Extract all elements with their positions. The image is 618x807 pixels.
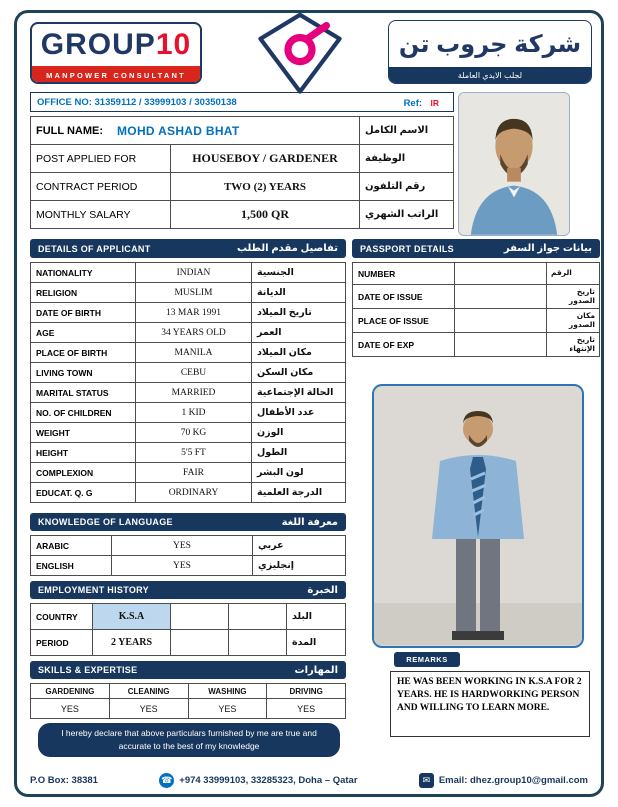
full-name-value: MOHD ASHAD BHAT <box>117 123 240 138</box>
detail-value: MUSLIM <box>136 283 251 302</box>
logo-word-ten: 10 <box>155 28 192 61</box>
email-icon: ✉ <box>419 773 434 788</box>
post-applied-arabic: الوظيفة <box>360 145 453 172</box>
monthly-salary-label: MONTHLY SALARY <box>31 201 170 228</box>
detail-value: MANILA <box>136 343 251 362</box>
passport-label: DATE OF EXP <box>353 333 454 356</box>
phone-numbers-text: +974 33999103, 33285323, Doha – Qatar <box>179 774 358 786</box>
passport-label: PLACE OF ISSUE <box>353 309 454 332</box>
detail-value: INDIAN <box>136 263 251 282</box>
ref-group <box>404 93 439 111</box>
skills-table <box>30 683 346 719</box>
phone-icon: ☎ <box>159 773 174 788</box>
passport-arabic: مكان الصدور <box>547 309 599 332</box>
employment-empty-cell <box>171 630 228 655</box>
detail-label: WEIGHT <box>31 423 135 442</box>
detail-arabic: تاريخ الميلاد <box>252 303 345 322</box>
detail-label: RELIGION <box>31 283 135 302</box>
detail-arabic: الديانة <box>252 283 345 302</box>
employment-country-label: COUNTRY <box>31 604 92 629</box>
employment-title: EMPLOYMENT HISTORY <box>38 585 149 595</box>
declaration-line-2: accurate to the best of my knowledge <box>118 741 260 751</box>
skill-value: YES <box>189 699 267 718</box>
details-table <box>30 262 346 503</box>
detail-label: NO. OF CHILDREN <box>31 403 135 422</box>
manpower-consultant-banner: MANPOWER CONSULTANT <box>32 66 200 84</box>
remarks-text-box: HE WAS BEEN WORKING IN K.S.A FOR 2 YEARS. HE IS HARDWORKING PERSON AND WILLING TO LEARN MORE. <box>390 671 590 737</box>
detail-value: ORDINARY <box>136 483 251 502</box>
remarks-header: REMARKS <box>394 652 460 667</box>
group10-logo-box <box>30 22 202 84</box>
company-tagline-arabic: لجلب الايدي العاملة <box>389 67 591 83</box>
details-section-header <box>30 239 346 258</box>
employment-country-value: K.S.A <box>93 604 170 629</box>
employment-country-arabic: البلد <box>287 604 345 629</box>
employment-table <box>30 603 346 656</box>
detail-label: AGE <box>31 323 135 342</box>
applicant-portrait-photo <box>458 92 570 236</box>
skill-value: YES <box>31 699 109 718</box>
detail-value: 70 KG <box>136 423 251 442</box>
company-name-box <box>388 20 592 84</box>
office-number-box <box>30 92 454 112</box>
applicant-full-body-photo <box>372 384 584 648</box>
detail-value: MARRIED <box>136 383 251 402</box>
monthly-salary-arabic: الراتب الشهري <box>360 201 453 228</box>
language-arabic: إنجليزي <box>253 556 345 575</box>
detail-label: LIVING TOWN <box>31 363 135 382</box>
contract-period-value: TWO (2) YEARS <box>171 173 359 200</box>
full-body-photo-placeholder <box>374 386 582 646</box>
details-title-arabic: تفاصيل مقدم الطلب <box>236 243 338 254</box>
detail-value: 5'5 FT <box>136 443 251 462</box>
phone-group <box>159 773 357 788</box>
full-name-cell <box>31 117 359 144</box>
language-arabic: عربي <box>253 536 345 555</box>
language-value: YES <box>112 536 252 555</box>
passport-label: NUMBER <box>353 263 454 284</box>
detail-arabic: الوزن <box>252 423 345 442</box>
monthly-salary-value: 1,500 QR <box>171 201 359 228</box>
logo-word-group: GROUP <box>40 28 156 61</box>
details-title: DETAILS OF APPLICANT <box>38 243 151 254</box>
footer <box>30 770 588 790</box>
passport-table <box>352 262 600 357</box>
language-title: KNOWLEDGE OF LANGUAGE <box>38 517 173 527</box>
declaration-banner <box>38 723 340 757</box>
passport-arabic: تاريخ الصدور <box>547 285 599 308</box>
contract-period-label: CONTRACT PERIOD <box>31 173 170 200</box>
language-label: ARABIC <box>31 536 111 555</box>
detail-value: CEBU <box>136 363 251 382</box>
detail-value: 1 KID <box>136 403 251 422</box>
detail-arabic: الطول <box>252 443 345 462</box>
passport-arabic: تاريخ الإنتهاء <box>547 333 599 356</box>
language-value: YES <box>112 556 252 575</box>
portrait-photo-placeholder <box>459 93 569 235</box>
email-group <box>419 773 588 788</box>
passport-value-empty <box>455 263 546 284</box>
employment-empty-cell <box>171 604 228 629</box>
skill-column-header: GARDENING <box>31 684 109 698</box>
employment-period-value: 2 YEARS <box>93 630 170 655</box>
detail-value: FAIR <box>136 463 251 482</box>
detail-arabic: العمر <box>252 323 345 342</box>
employment-period-arabic: المدة <box>287 630 345 655</box>
language-label: ENGLISH <box>31 556 111 575</box>
detail-label: DATE OF BIRTH <box>31 303 135 322</box>
summary-table <box>30 116 454 229</box>
contract-period-arabic: رقم التلفون <box>360 173 453 200</box>
passport-label: DATE OF ISSUE <box>353 285 454 308</box>
language-title-arabic: معرفة اللغة <box>281 516 338 528</box>
detail-arabic: عدد الأطفال <box>252 403 345 422</box>
group10-diamond-icon <box>252 10 348 96</box>
employment-empty-cell <box>229 630 286 655</box>
skill-column-header: WASHING <box>189 684 267 698</box>
ref-value: IR <box>430 98 439 108</box>
detail-label: NATIONALITY <box>31 263 135 282</box>
employment-title-arabic: الخبرة <box>307 584 338 596</box>
detail-label: COMPLEXION <box>31 463 135 482</box>
ref-label: Ref: <box>403 98 423 109</box>
passport-value-empty <box>455 285 546 308</box>
detail-value: 13 MAR 1991 <box>136 303 251 322</box>
employment-empty-cell <box>229 604 286 629</box>
skill-value: YES <box>110 699 188 718</box>
employment-period-label: PERIOD <box>31 630 92 655</box>
passport-arabic: الرقم <box>547 263 599 284</box>
email-text[interactable]: Email: dhez.group10@gmail.com <box>438 774 588 786</box>
skills-title-arabic: المهارات <box>294 664 338 676</box>
passport-section-header <box>352 239 600 258</box>
detail-arabic: الحالة الإجتماعية <box>252 383 345 402</box>
detail-arabic: الجنسية <box>252 263 345 282</box>
detail-label: EDUCAT. Q. G <box>31 483 135 502</box>
passport-title-arabic: بيانات جواز السفر <box>503 243 592 254</box>
detail-label: HEIGHT <box>31 443 135 462</box>
group10-wordmark <box>32 24 200 66</box>
company-emblem <box>252 16 348 90</box>
skills-title: SKILLS & EXPERTISE <box>38 665 138 675</box>
detail-arabic: الدرجة العلمية <box>252 483 345 502</box>
company-name-arabic: شركة جروب تن <box>398 30 582 58</box>
detail-value: 34 YEARS OLD <box>136 323 251 342</box>
full-name-label: FULL NAME: <box>36 124 104 137</box>
full-name-arabic: الاسم الكامل <box>360 117 453 144</box>
po-box-text: P.O Box: 38381 <box>30 774 98 786</box>
detail-label: PLACE OF BIRTH <box>31 343 135 362</box>
detail-arabic: مكان السكن <box>252 363 345 382</box>
detail-label: MARITAL STATUS <box>31 383 135 402</box>
detail-arabic: لون البشر <box>252 463 345 482</box>
passport-value-empty <box>455 333 546 356</box>
language-section-header <box>30 513 346 531</box>
detail-arabic: مكان الميلاد <box>252 343 345 362</box>
declaration-line-1: I hereby declare that above particulars furnished by me are true and <box>61 728 317 739</box>
office-numbers: OFFICE NO: 31359112 / 33999103 / 30350138 <box>37 96 237 108</box>
post-applied-label: POST APPLIED FOR <box>31 145 170 172</box>
passport-value-empty <box>455 309 546 332</box>
skill-column-header: DRIVING <box>267 684 345 698</box>
passport-title: PASSPORT DETAILS <box>360 243 454 254</box>
employment-section-header <box>30 581 346 599</box>
post-applied-value: HOUSEBOY / GARDENER <box>171 145 359 172</box>
language-table <box>30 535 346 576</box>
skill-column-header: CLEANING <box>110 684 188 698</box>
skills-section-header <box>30 661 346 679</box>
skill-value: YES <box>267 699 345 718</box>
